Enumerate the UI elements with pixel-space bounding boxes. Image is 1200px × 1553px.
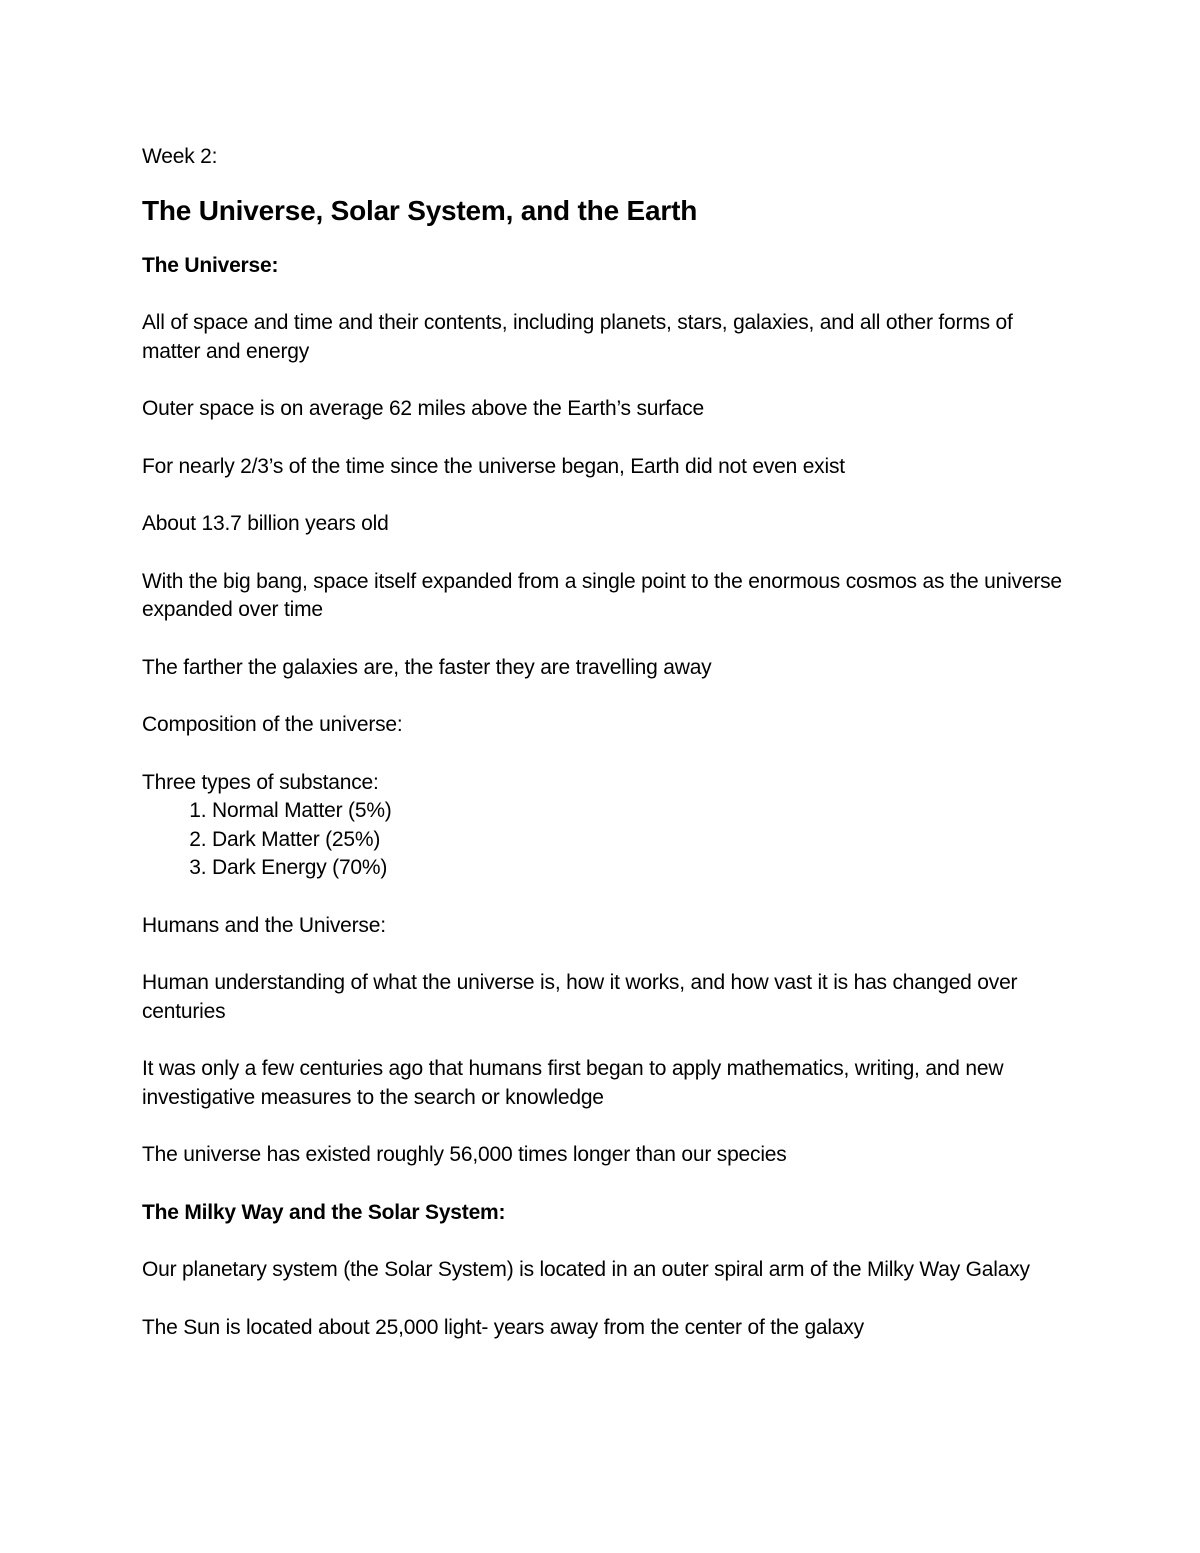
paragraph-composition: Composition of the universe: xyxy=(142,713,403,736)
week-label: Week 2: xyxy=(142,145,218,168)
paragraph-solar-system-location: Our planetary system (the Solar System) is located in an outer spiral arm of the Milky Way Galaxy xyxy=(142,1258,1030,1281)
humans-heading: Humans and the Universe: xyxy=(142,913,386,937)
paragraph-universe-definition: All of space and time and their contents, including planets, stars, galaxies, and all other forms of matter and energy xyxy=(142,311,1019,363)
paragraph-outer-space: Outer space is on average 62 miles above the Earth’s surface xyxy=(142,397,704,420)
section-heading-universe: The Universe: xyxy=(142,253,279,277)
paragraph-sun-distance: The Sun is located about 25,000 light- years away from the center of the galaxy xyxy=(142,1315,864,1339)
section-heading-milky-way: The Milky Way and the Solar System: xyxy=(142,1200,506,1224)
substances-intro: Three types of substance: xyxy=(142,770,379,794)
list-item: 2. Dark Matter (25%) xyxy=(212,826,1072,855)
paragraph-universe-longer: The universe has existed roughly 56,000 times longer than our species xyxy=(142,1143,787,1166)
document-body xyxy=(142,143,1072,1371)
paragraph-human-understanding: Human understanding of what the universe is, how it works, and how vast it is has changed over centuries xyxy=(142,971,1023,1023)
substances-list xyxy=(142,797,1072,883)
list-item: 3. Dark Energy (70%) xyxy=(212,854,1072,883)
paragraph-galaxies-speed: The farther the galaxies are, the faster they are travelling away xyxy=(142,655,712,679)
paragraph-universe-age: About 13.7 billion years old xyxy=(142,512,389,535)
paragraph-big-bang: With the big bang, space itself expanded from a single point to the enormous cosmos as the universe expanded over time xyxy=(142,569,1068,621)
list-item: 1. Normal Matter (5%) xyxy=(212,797,1072,826)
document-title: The Universe, Solar System, and the Earth xyxy=(142,194,698,226)
paragraph-earth-existence: For nearly 2/3’s of the time since the universe began, Earth did not even exist xyxy=(142,454,845,478)
paragraph-few-centuries: It was only a few centuries ago that humans first began to apply mathematics, writing, and new investigative measures to the search or knowledge xyxy=(142,1057,1009,1109)
